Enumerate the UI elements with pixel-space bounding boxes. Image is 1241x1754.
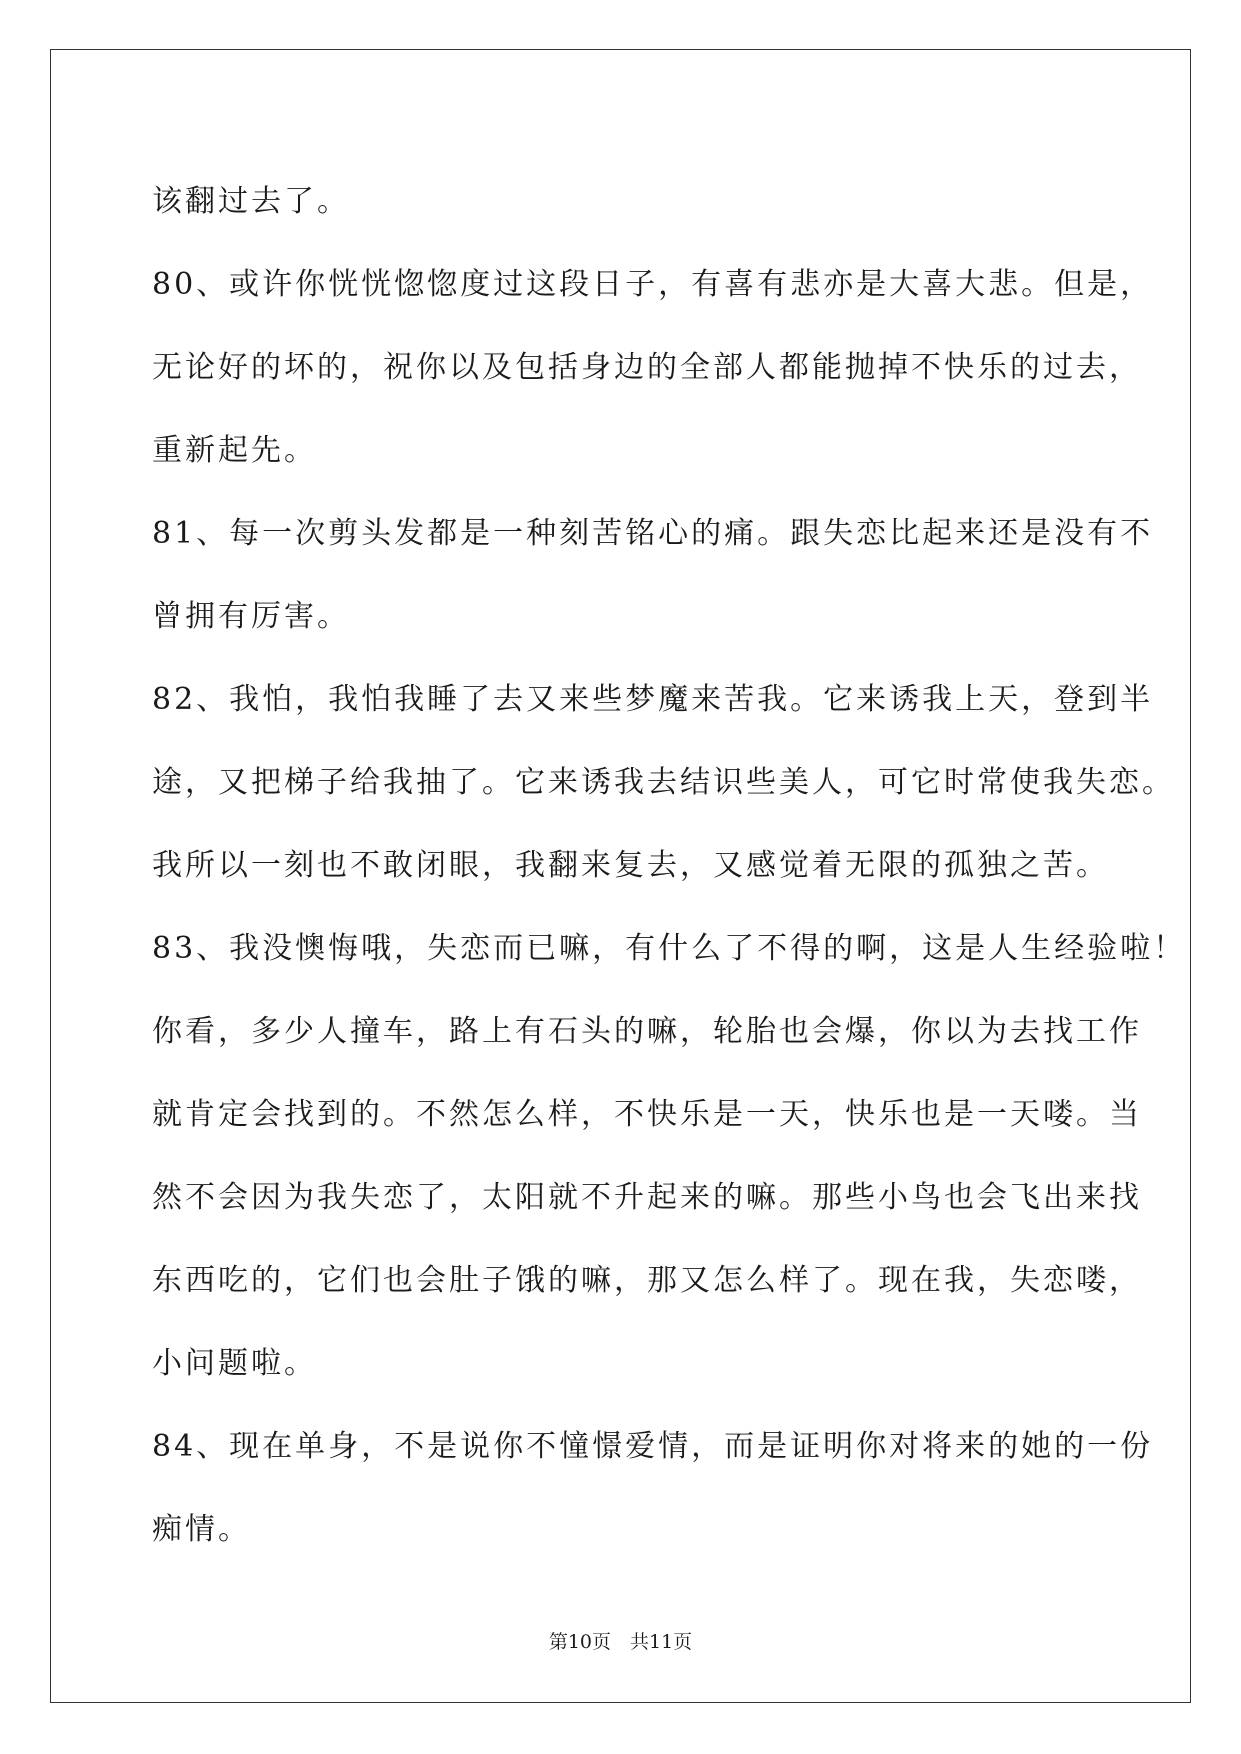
document-body — [152, 160, 1187, 1571]
text-line: 小问题啦。 — [152, 1346, 317, 1381]
text-line: 你看，多少人撞车，路上有石头的嘛，轮胎也会爆，你以为去找工作 — [152, 1014, 1142, 1049]
text-line: 痴情。 — [152, 1512, 251, 1547]
text-line: 东西吃的，它们也会肚子饿的嘛，那又怎么样了。现在我，失恋喽， — [152, 1263, 1142, 1298]
text-line: 无论好的坏的，祝你以及包括身边的全部人都能抛掉不快乐的过去， — [152, 350, 1142, 385]
text-line: 82、我怕，我怕我睡了去又来些梦魔来苦我。它来诱我上天，登到半 — [152, 682, 1154, 717]
text-line: 我所以一刻也不敢闭眼，我翻来复去，又感觉着无限的孤独之苦。 — [152, 848, 1109, 883]
page-number-footer: 第10页 共11页 — [548, 1631, 693, 1653]
text-line: 就肯定会找到的。不然怎么样，不快乐是一天，快乐也是一天喽。当 — [152, 1097, 1142, 1132]
text-line: 曾拥有厉害。 — [152, 599, 350, 634]
text-line: 然不会因为我失恋了，太阳就不升起来的嘛。那些小鸟也会飞出来找 — [152, 1180, 1142, 1215]
text-line: 84、现在单身，不是说你不憧憬爱情，而是证明你对将来的她的一份 — [152, 1429, 1154, 1464]
text-line: 该翻过去了。 — [152, 184, 350, 219]
text-line: 83、我没懊悔哦，失恋而已嘛，有什么了不得的啊，这是人生经验啦！ — [152, 931, 1187, 966]
text-line: 途，又把梯子给我抽了。它来诱我去结识些美人，可它时常使我失恋。 — [152, 765, 1175, 800]
text-line: 重新起先。 — [152, 433, 317, 468]
text-line: 80、或许你恍恍惚惚度过这段日子，有喜有悲亦是大喜大悲。但是， — [152, 267, 1154, 302]
text-line: 81、每一次剪头发都是一种刻苦铭心的痛。跟失恋比起来还是没有不 — [152, 516, 1154, 551]
